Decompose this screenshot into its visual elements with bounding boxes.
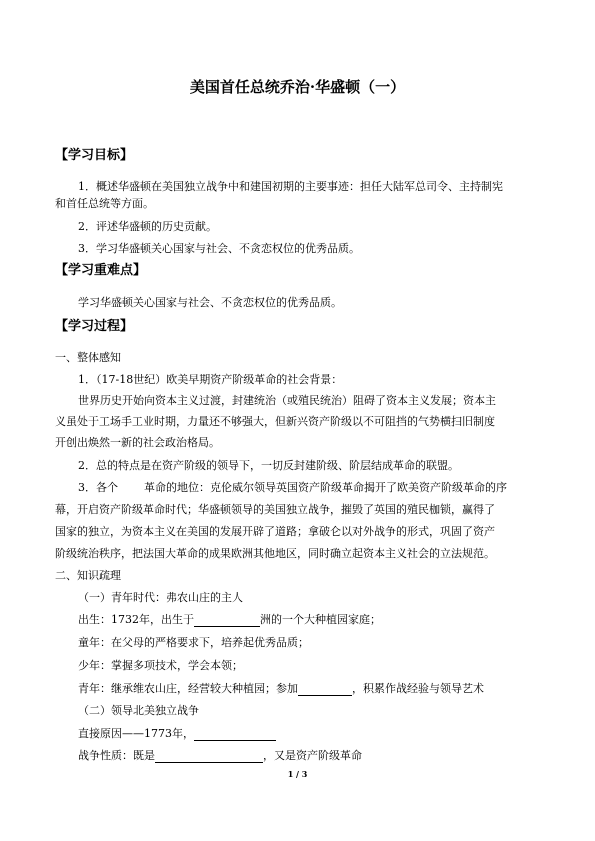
goal-line-1-cont: 和首任总统等方面。 [55, 197, 154, 210]
part1-item3-line1: 幕，开启资产阶级革命时代；华盛顿领导的美国独立战争，摧毁了英国的殖民枷锁，赢得了 [55, 503, 495, 516]
goal-line-2: 2．评述华盛顿的历史贡献。 [78, 220, 217, 233]
part2-heading: 二、知识疏理 [55, 569, 121, 582]
birth-continent-blank[interactable] [194, 614, 260, 627]
nature-blank[interactable] [155, 750, 263, 763]
birth-line [78, 613, 381, 627]
part1-item1: 1．（17-18世纪）欧美早期资产阶级革命的社会背景： [78, 373, 343, 386]
section-heading-key-points: 【学习重难点】 [55, 263, 147, 278]
part1-item3-line3: 阶级统治秩序，把法国大革命的成果欧洲其他地区，同时确立起资本主义社会的立法规范。 [55, 547, 495, 560]
goal-line-3: 3．学习华盛顿关心国家与社会、不贪恋权位的优秀品质。 [78, 242, 360, 255]
part1-item1-line3: 开创出焕然一新的社会政治格局。 [55, 436, 220, 449]
childhood-line: 童年：在父母的严格要求下，培养起优秀品质； [78, 636, 309, 649]
part1-heading: 一、整体感知 [55, 351, 121, 364]
cause-line [78, 727, 276, 741]
goal-line-1: 1．概述华盛顿在美国独立战争中和建国初期的主要事迹：担任大陆军总司令、主持制宪 [78, 180, 503, 193]
nature-text-end: ，又是资产阶级革命 [263, 749, 362, 762]
adult-text: 青年：继承维农山庄，经营较大种植园；参加 [78, 682, 298, 695]
part1-item1-line1: 世界历史开始向资本主义过渡，封建统治（或殖民统治）阻碍了资本主义发展；资本主 [78, 394, 496, 407]
part1-item2: 2．总的特点是在资产阶级的领导下，一切反封建阶级、阶层结成革命的联盟。 [78, 459, 459, 472]
page-number: 1 / 3 [287, 769, 308, 779]
adult-text-end: ，积累作战经验与领导艺术 [352, 682, 484, 695]
section-heading-goals: 【学习目标】 [55, 148, 134, 163]
youth-line: 少年：掌握多项技术，学会本领； [78, 659, 243, 672]
nature-text: 战争性质：既是 [78, 749, 155, 762]
key-points-text: 学习华盛顿关心国家与社会、不贪恋权位的优秀品质。 [78, 296, 342, 309]
birth-text: 出生：1732年，出生于 [78, 613, 194, 626]
adult-line [78, 682, 484, 696]
birth-text-end: 洲的一个大种植园家庭； [260, 613, 381, 626]
part1-item3-rest: 革命的地位：克伦威尔领导英国资产阶级革命揭开了欧美资产阶级革命的序 [144, 481, 507, 494]
cause-text: 直接原因——1773年， [78, 727, 194, 740]
part1-item3-line2: 国家的独立，为资本主义在美国的发展开辟了道路；拿破仑以对外战争的形式，巩固了资产 [55, 525, 495, 538]
page-title: 美国首任总统乔治·华盛顿（一） [189, 78, 406, 96]
part2-sub1: （一）青年时代：弗农山庄的主人 [78, 591, 243, 604]
part2-sub2: （二）领导北美独立战争 [78, 704, 199, 717]
part1-item3-start: 3．各个 [78, 481, 118, 494]
war-blank[interactable] [298, 683, 352, 696]
nature-line [78, 749, 362, 763]
section-heading-process: 【学习过程】 [55, 319, 134, 334]
part1-item1-line2: 义虽处于工场手工业时期，力量还不够强大，但新兴资产阶级以不可阻挡的气势横扫旧制度 [55, 415, 495, 428]
cause-blank[interactable] [194, 728, 276, 741]
part1-item3 [78, 481, 507, 495]
